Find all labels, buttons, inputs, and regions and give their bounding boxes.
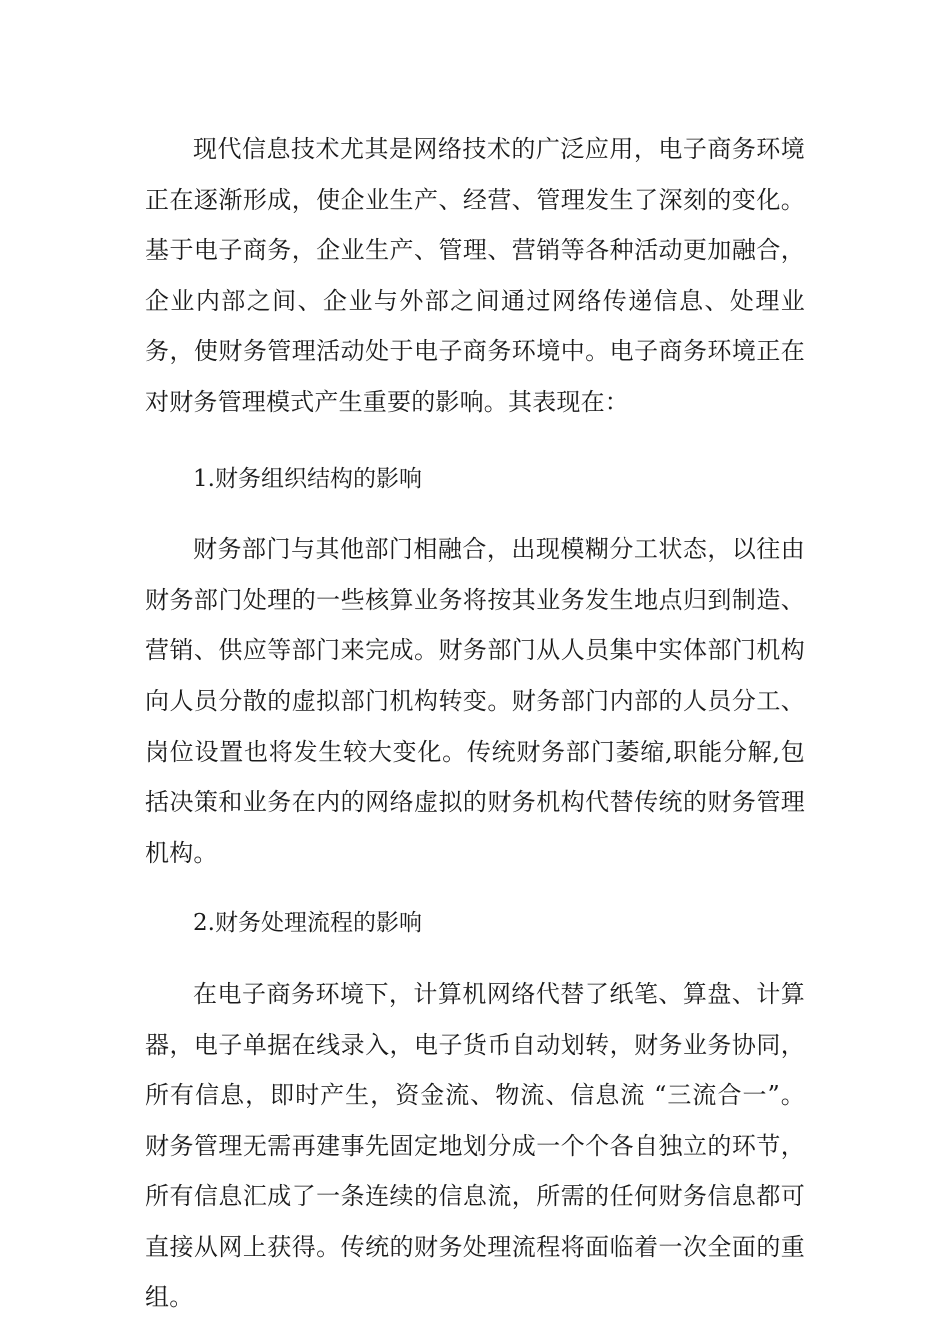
section-heading-1: 1.财务组织结构的影响 bbox=[193, 465, 422, 492]
intro-paragraph: 现代信息技术尤其是网络技术的广泛应用，电子商务环境正在逐渐形成，使企业生产、经营、管理发生了深刻的变化。基于电子商务，企业生产、管理、营销等各种活动更加融合，企业内部之间、企业与外部之间通过网络传递信息、处理业务，使财务管理活动处于电子商务环境中。电子商务环境正在对财务管理模式产生重要的影响。其表现在： bbox=[145, 135, 805, 416]
spacer bbox=[145, 428, 805, 454]
section-1-paragraph: 财务部门与其他部门相融合，出现模糊分工状态，以往由财务部门处理的一些核算业务将按其业务发生地点归到制造、营销、供应等部门来完成。财务部门从人员集中实体部门机构向人员分散的虚拟部门机构转变。财务部门内部的人员分工、岗位设置也将发生较大变化。传统财务部门萎缩,职能分解,包括决策和业务在内的网络虚拟的财务机构代替传统的财务管理机构。 bbox=[145, 535, 805, 867]
section-heading-2: 2.财务处理流程的影响 bbox=[193, 910, 422, 937]
spacer bbox=[145, 949, 805, 969]
section-2-paragraph: 在电子商务环境下，计算机网络代替了纸笔、算盘、计算器，电子单据在线录入，电子货币自动划转，财务业务协同，所有信息，即时产生，资金流、物流、信息流 “三流合一”。财务管理无需再建事先固定地划分成一个个各自独立的环节，所有信息汇成了一条连续的信息流，所需的任何财务信息都可直接从网上获得。传统的财务处理流程将面临着一次全面的重组。 bbox=[145, 979, 805, 1312]
spacer bbox=[145, 504, 805, 524]
spacer bbox=[145, 878, 805, 898]
document-body bbox=[145, 124, 805, 1323]
